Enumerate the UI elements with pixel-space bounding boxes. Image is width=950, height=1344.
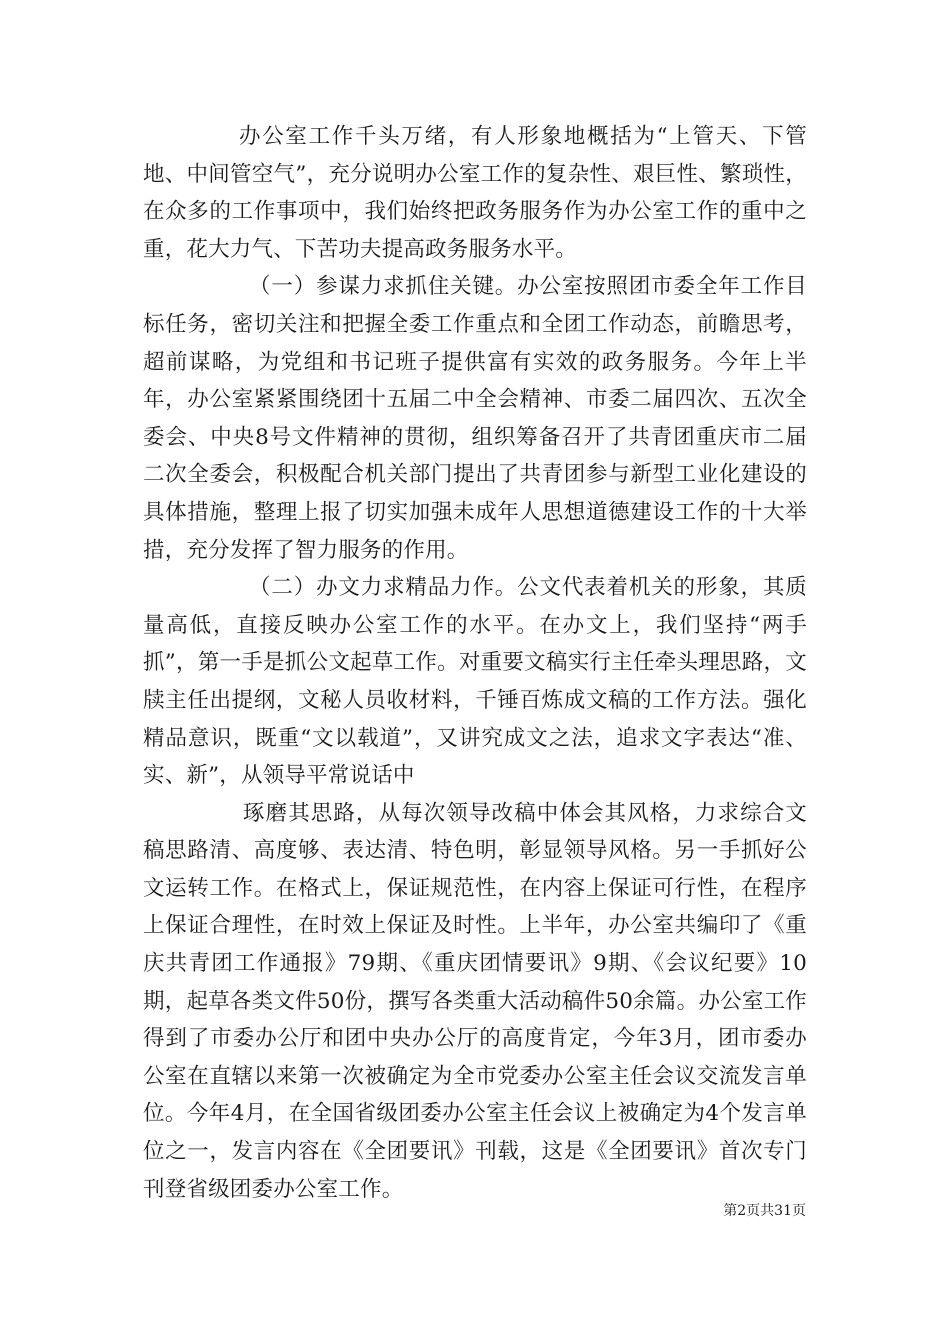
paragraph-staff-advice: （一）参谋力求抓住关键。办公室按照团市委全年工作目标任务，密切关注和把握全委工作重点和全团工作动态，前瞻思考，超前谋略，为党组和书记班子提供富有实效的政务服务。今年上半年，办公室紧紧围绕团十五届二中全会精神、市委二届四次、五次全委会、中央8号文件精神的贯彻，组织筹备召开了共青团重庆市二届二次全委会，积极配合机关部门提出了共青团参与新型工业化建设的具体措施，整理上报了切实加强未成年人思想道德建设工作的十大举措，充分发挥了智力服务的作用。: [143, 274, 807, 563]
document-body: [143, 118, 807, 1208]
page-number: 第2页共31页: [723, 1203, 806, 1219]
paragraph-intro: 办公室工作千头万绪，有人形象地概括为“上管天、下管地、中间管空气”，充分说明办公室工作的复杂性、艰巨性、繁琐性，在众多的工作事项中，我们始终把政务服务作为办公室工作的重中之重，花大力气、下苦功夫提高政务服务水平。: [143, 124, 807, 262]
paragraph-document-drafting: （二）办文力求精品力作。公文代表着机关的形象，其质量高低，直接反映办公室工作的水平。在办文上，我们坚持“两手抓”，第一手是抓公文起草工作。对重要文稿实行主任牵头理思路，文牍主任出提纲，文秘人员收材料，千锤百炼成文稿的工作方法。强化精品意识，既重“文以载道”，又讲究成文之法，追求文字表达“准、实、新”，从领导平常说话中: [143, 575, 807, 789]
paragraph-document-continued: 琢磨其思路，从每次领导改稿中体会其风格，力求综合文稿思路清、高度够、表达清、特色明，彰显领导风格。另一手抓好公文运转工作。在格式上，保证规范性，在内容上保证可行性，在程序上保证合理性，在时效上保证及时性。上半年，办公室共编印了《重庆共青团工作通报》79期、《重庆团情要讯》9期、《会议纪要》10期，起草各类文件50份，撰写各类重大活动稿件50余篇。办公室工作得到了市委办公厅和团中央办公厅的高度肯定，今年3月，团市委办公室在直辖以来第一次被确定为全市党委办公室主任会议交流发言单位。今年4月，在全国省级团委办公室主任会议上被确定为4个发言单位之一，发言内容在《全团要讯》刊载，这是《全团要讯》首次专门刊登省级团委办公室工作。: [143, 800, 807, 1202]
